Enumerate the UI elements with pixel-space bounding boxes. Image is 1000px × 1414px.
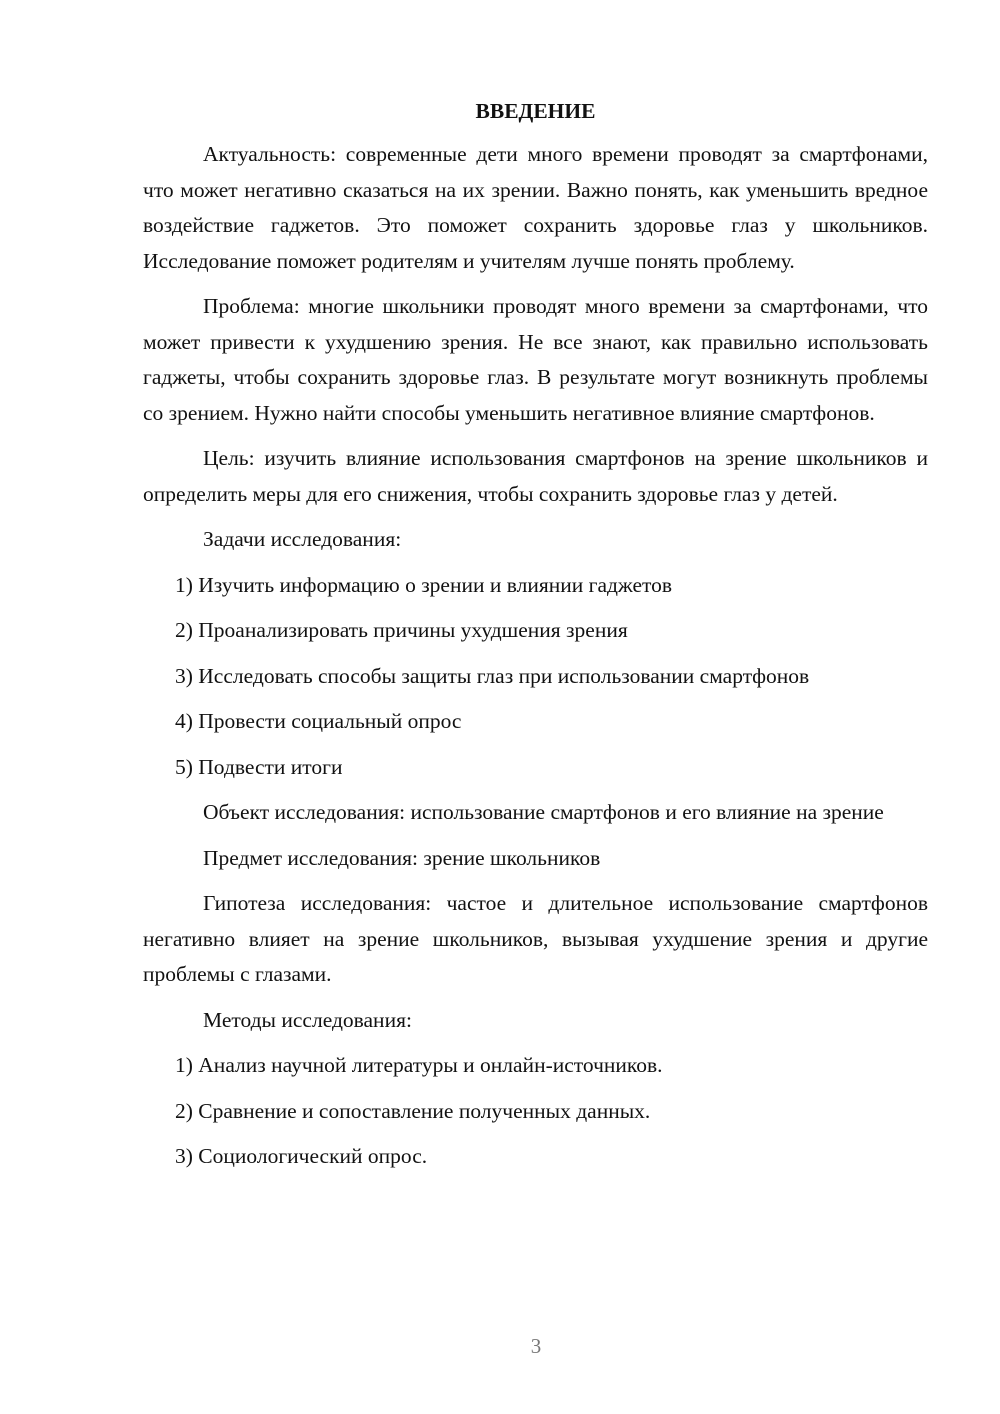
method-item: 2) Сравнение и сопоставление полученных данных.	[175, 1098, 651, 1123]
tasks-heading: Задачи исследования:	[203, 527, 402, 551]
method-item: 1) Анализ научной литературы и онлайн-источников.	[175, 1053, 663, 1077]
subject-paragraph: Предмет исследования: зрение школьников	[203, 845, 601, 870]
method-item: 3) Социологический опрос.	[175, 1144, 428, 1168]
page-number: 3	[530, 1334, 542, 1358]
task-item: 2) Проанализировать причины ухудшения зрения	[175, 618, 628, 642]
methods-heading: Методы исследования:	[203, 1007, 412, 1032]
page-content	[143, 95, 928, 1185]
section-title: ВВЕДЕНИЕ	[475, 99, 596, 123]
hypothesis-paragraph: Гипотеза исследования: частое и длительное использование смартфонов негативно влияет на зрение школьников, вызывая ухудшение зрения и другие проблемы с глазами.	[143, 891, 928, 986]
relevance-paragraph: Актуальность: современные дети много времени проводят за смартфонами, что может негативно сказаться на их зрении. Важно понять, как уменьшить вредное воздействие гаджетов. Это поможет сохранить здоровье глаз у школьников. Исследование поможет родителям и учителям лучше понять проблему.	[143, 142, 928, 273]
goal-paragraph: Цель: изучить влияние использования смартфонов на зрение школьников и определить меры для его снижения, чтобы сохранить здоровье глаз у детей.	[143, 446, 928, 506]
problem-paragraph: Проблема: многие школьники проводят много времени за смартфонами, что может привести к ухудшению зрения. Не все знают, как правильно использовать гаджеты, чтобы сохранить здоровье глаз. В результате могут возникнуть проблемы со зрением. Нужно найти способы уменьшить негативное влияние смартфонов.	[143, 294, 928, 425]
task-item: 1) Изучить информацию о зрении и влиянии гаджетов	[175, 572, 673, 597]
object-paragraph: Объект исследования: использование смартфонов и его влияние на зрение	[203, 800, 884, 824]
task-item: 4) Провести социальный опрос	[175, 709, 462, 733]
task-item: 3) Исследовать способы защиты глаз при использовании смартфонов	[175, 663, 810, 688]
task-item: 5) Подвести итоги	[175, 754, 343, 779]
